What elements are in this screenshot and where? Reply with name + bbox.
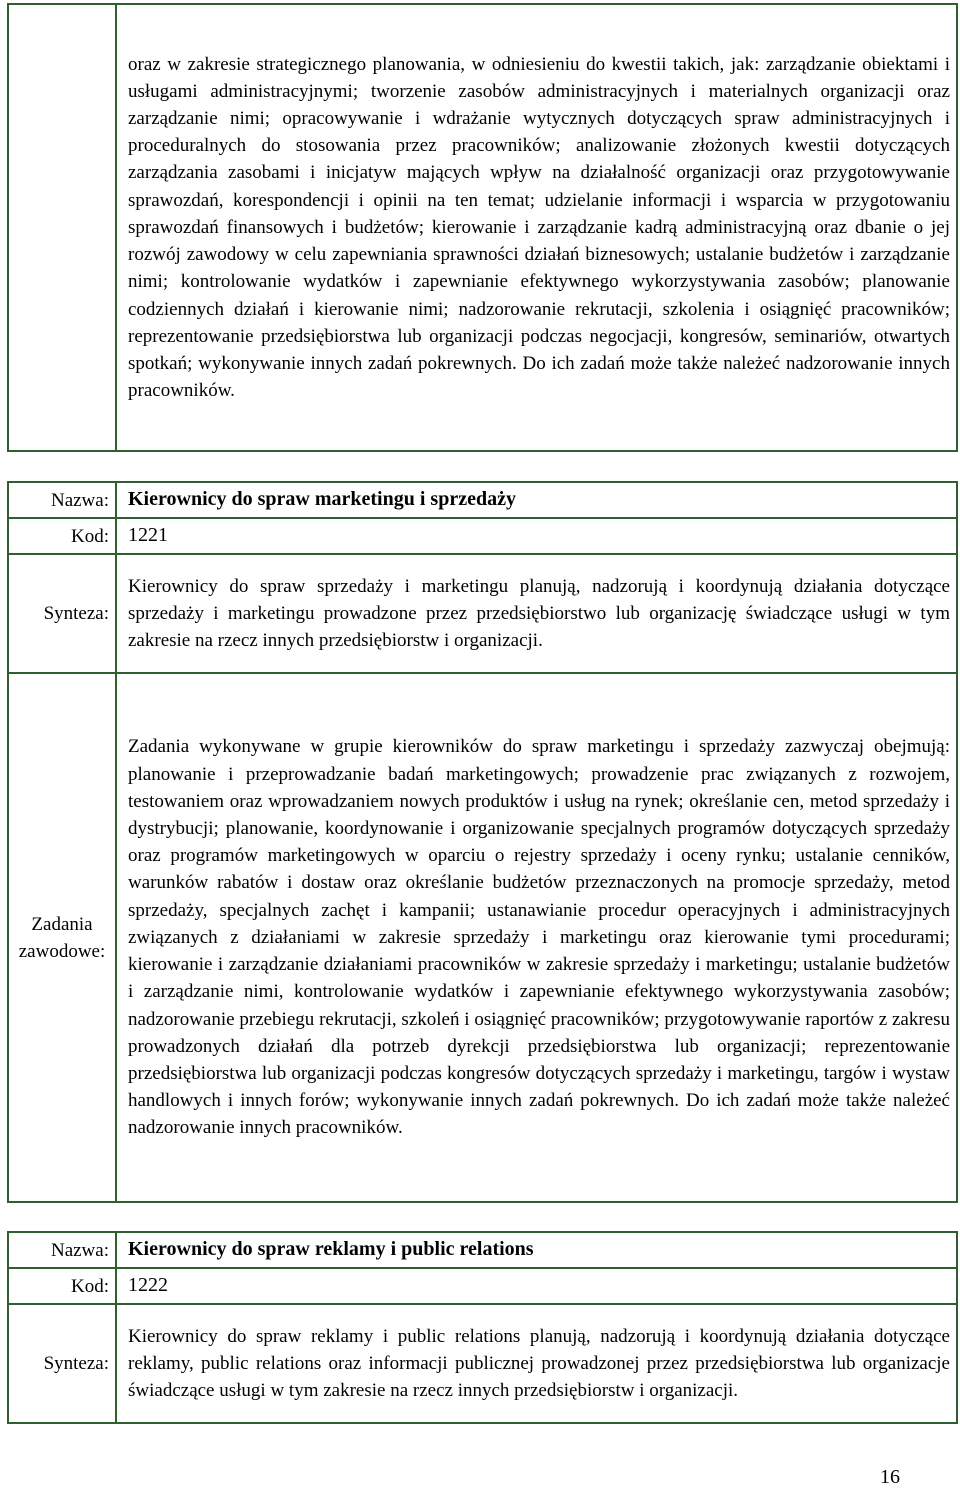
entry-1221-synthesis: Kierownicy do spraw sprzedaży i marketingu planują, nadzorują i koordynują działania dotyczące sprzedaży i marketingu prowadzone przez przedsiębiorstwo lub organizację świadczące usługi w tym zakresie na rzecz innych przedsiębiorstw i organizacji. <box>116 554 957 673</box>
entry-1222-section <box>7 1231 958 1424</box>
name-label: Nazwa: <box>8 1232 116 1268</box>
continuation-label-cell <box>8 4 116 451</box>
code-label: Kod: <box>8 518 116 554</box>
entry-1221-name: Kierownicy do spraw marketingu i sprzedaży <box>116 482 957 518</box>
continuation-table <box>7 3 958 452</box>
synthesis-label: Synteza: <box>8 1304 116 1423</box>
entry-1221-section <box>7 481 958 1203</box>
code-label: Kod: <box>8 1268 116 1304</box>
entry-1222-code: 1222 <box>116 1268 957 1304</box>
entry-1222-name: Kierownicy do spraw reklamy i public relations <box>116 1232 957 1268</box>
continuation-section <box>7 3 958 452</box>
entry-1221-tasks: Zadania wykonywane w grupie kierowników do spraw marketingu i sprzedaży zazwyczaj obejmują: planowanie i przeprowadzanie badań marketingowych; prowadzenie prac związanych z rozwojem, testowaniem oraz wprowadzaniem nowych produktów i usług na rynek; określanie cen, metod sprzedaży i dystrybucji; planowanie, koordynowanie i organizowanie specjalnych programów dotyczących sprzedaży oraz programów marketingowych w oparciu o rejestry sprzedaży i oceny rynku; ustalanie cenników, warunków rabatów i dostaw oraz określanie budżetów przeznaczonych na promocje sprzedaży, metod sprzedaży, specjalnych zachęt i kampanii; ustanawianie procedur operacyjnych i administracyjnych związanych z działaniami w zakresie sprzedaży i marketingu oraz kierowanie tymi procedurami; kierowanie i zarządzanie działaniami pracowników w zakresie sprzedaży i marketingu; ustalanie budżetów i zarządzanie nimi, kontrolowanie wydatków i zapewnianie efektywnego wykorzystywania zasobów; nadzorowanie przebiegu rekrutacji, szkoleń i osiągnięć pracowników; przygotowywanie raportów z zakresu prowadzonych działań dla potrzeb dyrekcji przedsiębiorstwa lub organizacji; reprezentowanie przedsiębiorstwa lub organizacji podczas kongresów dotyczących sprzedaży i marketingu, targów i wystaw handlowych i innych forów; wykonywanie innych zadań pokrewnych. Do ich zadań może także należeć nadzorowanie innych pracowników. <box>116 673 957 1202</box>
name-label: Nazwa: <box>8 482 116 518</box>
synthesis-label: Synteza: <box>8 554 116 673</box>
entry-1221-code: 1221 <box>116 518 957 554</box>
continuation-text: oraz w zakresie strategicznego planowania, w odniesieniu do kwestii takich, jak: zarządzanie obiektami i usługami administracyjnymi; tworzenie zasobów administracyjnych i materialnych organizacji oraz zarządzanie nimi; opracowywanie i wdrażanie wytycznych dotyczących spraw administracyjnych i proceduralnych do stosowania przez pracowników; analizowanie złożonych kwestii dotyczących zarządzania zasobami i inicjatyw mających wpływ na działalność organizacji oraz przygotowywanie sprawozdań, korespondencji i opinii na ten temat; udzielanie informacji i wsparcia w przygotowaniu sprawozdań finansowych i budżetów; kierowanie i zarządzanie kadrą administracyjną oraz dbanie o jej rozwój zawodowy w celu zapewniania sprawności działań biznesowych; ustalanie budżetów i zarządzanie nimi; kontrolowanie wydatków i zapewnianie efektywnego wykorzystywania zasobów; planowanie codziennych działań i kierowanie nimi; nadzorowanie rekrutacji, szkolenia i osiągnięć pracowników; reprezentowanie przedsiębiorstwa lub organizacji podczas negocjacji, kongresów, seminariów, otwartych spotkań; wykonywanie innych zadań pokrewnych. Do ich zadań może także należeć nadzorowanie innych pracowników. <box>116 4 957 451</box>
tasks-label: Zadania zawodowe: <box>8 673 116 1202</box>
page-number: 16 <box>880 1466 900 1488</box>
entry-1221-table <box>7 481 958 1203</box>
entry-1222-synthesis: Kierownicy do spraw reklamy i public relations planują, nadzorują i koordynują działania dotyczące reklamy, public relations oraz informacji publicznej prowadzonej przez przedsiębiorstwa lub organizacje świadczące usługi w tym zakresie na rzecz innych przedsiębiorstw i organizacji. <box>116 1304 957 1423</box>
entry-1222-table <box>7 1231 958 1424</box>
